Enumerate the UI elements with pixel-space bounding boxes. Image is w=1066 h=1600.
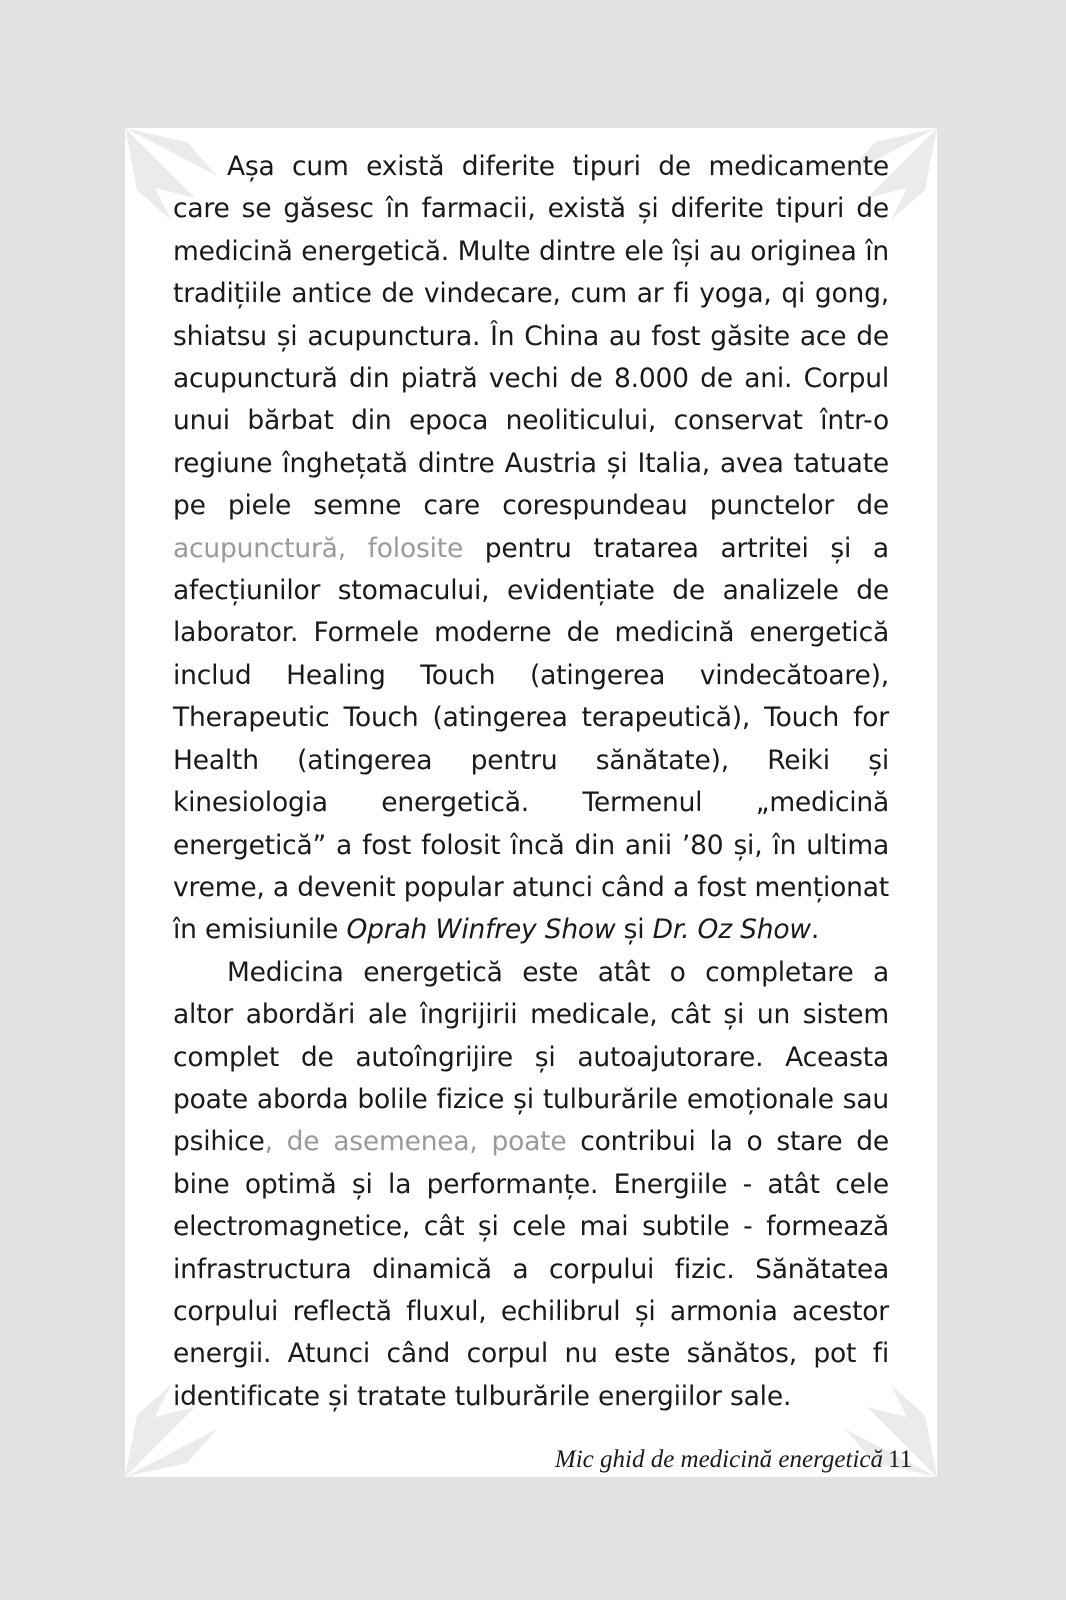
paragraph-1: [173, 146, 889, 952]
paragraph-2: [173, 952, 889, 1418]
show-title-dr-oz: Dr. Oz Show: [652, 914, 811, 946]
paragraph-1-part-1: Așa cum există diferite tipuri de medicamente care se găsesc în farmacii, există și diferite tipuri de medicină energetică. Multe dintre ele își au originea în tradițiile antice de vindecare, cum ar fi yoga, qi gong, shiatsu și acupunctura. În China au fost găsite ace de acupunctură din piatră vechi de 8.000 de ani. Corpul unui bărbat din epoca neoliticului, conservat într-o regiune înghețată dintre Austria și Italia, avea tatuate pe piele semne care corespundeau punctelor de: [173, 151, 889, 522]
paragraph-1-part-2: pentru tratarea artritei și a afecțiunilor stomacului, evidențiate de analizele de laborator. Formele moderne de medicină energetică includ Healing Touch (atingerea vindecătoare), Therapeutic Touch (atingerea terapeutică), Touch for Health (atingerea pentru sănătate), Reiki și kinesiologia energetică. Termenul „medicină energetică” a fost folosit încă din anii ’80 și, în ultima vreme, a devenit popular atunci când a fost menționat în emisiunile: [173, 532, 889, 946]
page-frame: [125, 128, 937, 1477]
page-number: 11: [888, 1446, 913, 1473]
body-text: [173, 146, 889, 1418]
paragraph-2-muted-text: , de asemenea, poate: [264, 1126, 567, 1158]
page-footer: [0, 1446, 1066, 1476]
paragraph-1-muted-text: acupunctură, folosite: [173, 532, 464, 564]
running-title: Mic ghid de medicină energetică: [554, 1446, 883, 1473]
paragraph-2-part-1: Medicina energetică este atât o completare a altor abordări ale îngrijirii medicale, cât și un sistem complet de autoîngrijire și autoajutorare. Aceasta poate aborda bolile fizice și tulburările emoționale sau psihice: [173, 956, 889, 1158]
paragraph-1-part-3: și: [615, 914, 653, 946]
paragraph-1-part-4: .: [810, 914, 820, 946]
paragraph-2-part-2: contribui la o stare de bine optimă și la performanțe. Energiile - atât cele electromagnetice, cât și cele mai subtile - formează infrastructura dinamică a corpului fizic. Sănătatea corpului reflectă fluxul, echilibrul și armonia acestor energii. Atunci când corpul nu este sănătos, pot fi identificate și tratate tulburările energiilor sale.: [173, 1126, 889, 1412]
show-title-oprah: Oprah Winfrey Show: [346, 914, 616, 946]
